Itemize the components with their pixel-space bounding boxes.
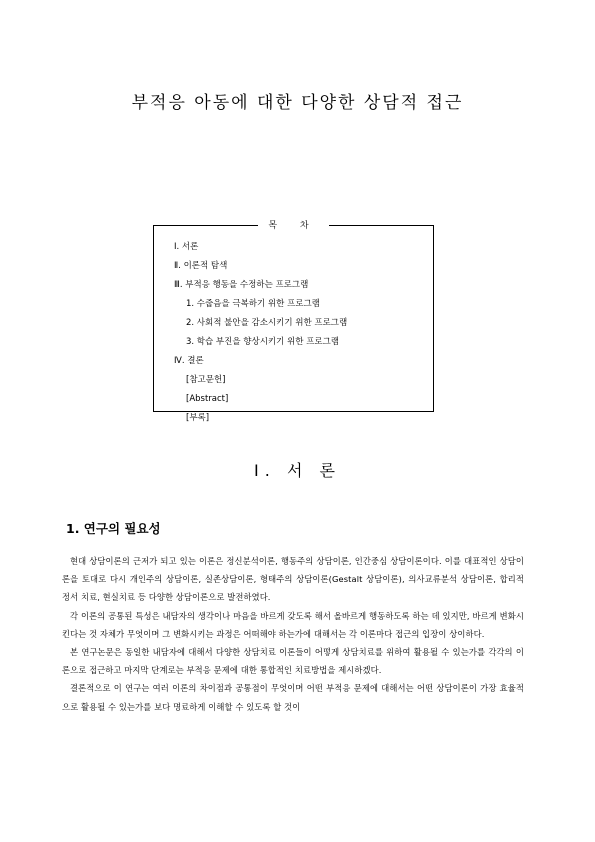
toc-item: Ⅱ. 이론적 탐색 [174, 261, 228, 271]
section-title: Ⅰ. 서 론 [254, 461, 341, 480]
toc-item: Ⅰ. 서론 [174, 242, 199, 252]
body-text [62, 552, 524, 716]
subsection-title: 1. 연구의 필요성 [66, 521, 161, 536]
document-title: 부적응 아동에 대한 다양한 상담적 접근 [131, 93, 464, 113]
body-paragraph: 본 연구논문은 동일한 내담자에 대해서 다양한 상담치료 이론들이 어떻게 상담치료를 위하여 활용될 수 있는가를 각각의 이론으로 접근하고 마지막 단계로는 부적응 문제에 대한 통합적인 치료방법을 제시하겠다. [62, 647, 524, 676]
toc-item: 1. 수줍음을 극복하기 위한 프로그램 [186, 299, 320, 309]
toc-item: 3. 학습 부진을 향상시키기 위한 프로그램 [186, 337, 339, 347]
body-paragraph: 현대 상담이론의 근저가 되고 있는 이론은 정신분석이론, 행동주의 상담이론, 인간중심 상담이론이다. 이를 대표적인 상담이론을 토대로 다시 개인주의 상담이론, 실존상담이론, 형태주의 상담이론(Gestalt 상담이론), 의사교류분석 상담이론, 합리적 정서 치료, 현실치료 등 다양한 상담이론으로 발전하였다. [62, 556, 524, 603]
body-paragraph: 각 이론의 공통된 특성은 내담자의 생각이나 마음을 바르게 갖도록 해서 올바르게 행동하도록 하는 데 있지만, 바르게 변화시킨다는 것 자체가 무엇이며 그 변화시키는 과정은 어떠해야 하는가에 대해서는 각 이론마다 접근의 입장이 상이하다. [62, 610, 524, 639]
body-paragraph: 결론적으로 이 연구는 여러 이론의 차이점과 공통점이 무엇이며 어떤 부적응 문제에 대해서는 어떤 상담이론이 가장 효율적으로 활용될 수 있는가를 보다 명료하게 이해할 수 있도록 할 것이 [62, 683, 524, 712]
toc-list [174, 238, 347, 428]
toc-item: 2. 사회적 불안을 감소시키기 위한 프로그램 [186, 318, 348, 328]
table-of-contents [153, 221, 434, 423]
toc-item: Ⅲ. 부적응 행동을 수정하는 프로그램 [174, 280, 309, 290]
toc-item: Ⅳ. 결론 [174, 356, 204, 366]
toc-heading: 목 차 [258, 221, 328, 231]
toc-item: [Abstract] [186, 394, 229, 404]
toc-item: [부록] [186, 413, 210, 423]
toc-item: [참고문헌] [186, 375, 226, 385]
